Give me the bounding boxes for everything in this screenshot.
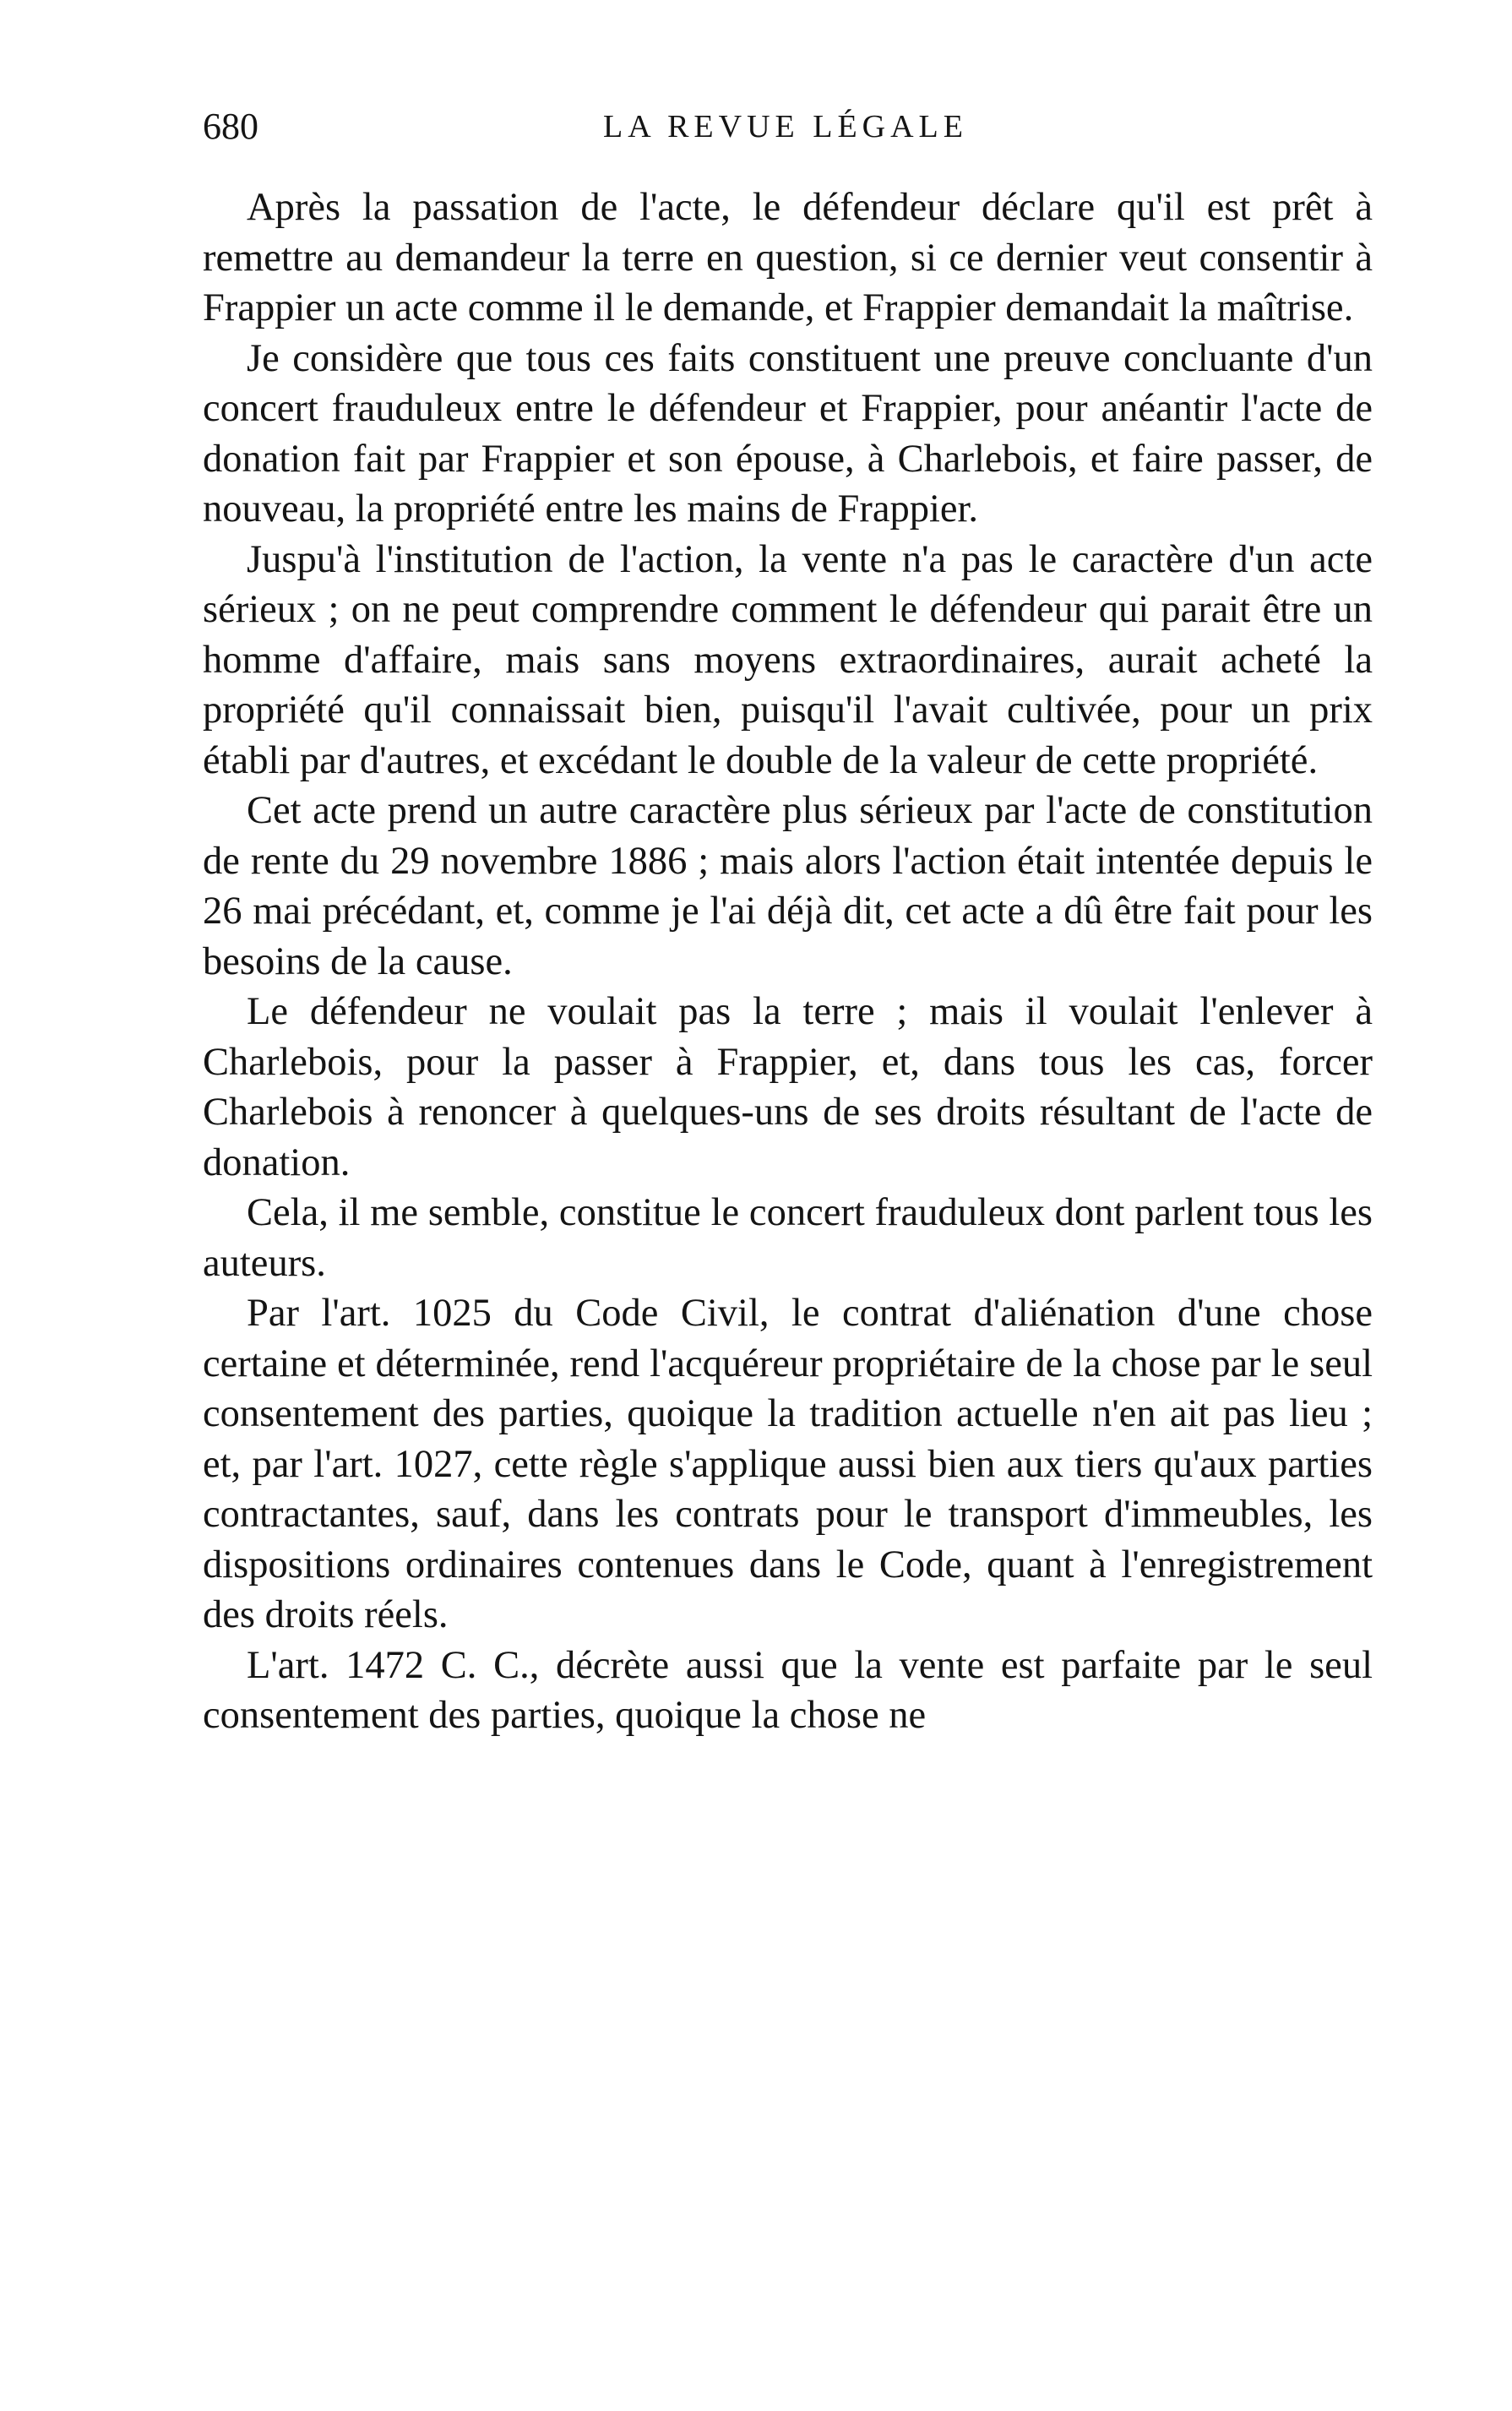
paragraph-7: Par l'art. 1025 du Code Civil, le contrat d'aliénation d'une chose certaine et déterminée, rend l'acquéreur propriétaire de la chose par le seul consentement des parties, quoique la tradition actuelle n'en ait pas lieu ; et, par l'art. 1027, cette règle s'applique aussi bien aux tiers qu'aux parties contractantes, sauf, dans les contrats pour le transport d'immeubles, les dispositions ordinaires contenues dans le Code, quant à l'enregistrement des droits réels.	[203, 1292, 1373, 1636]
paragraph-5: Le défendeur ne voulait pas la terre ; mais il voulait l'enlever à Charlebois, pour la passer à Frappier, et, dans tous les cas, forcer Charlebois à renoncer à quelques-uns de ses droits résultant de l'acte de donation.	[203, 990, 1373, 1184]
paragraph-2: Je considère que tous ces faits constituent une preuve concluante d'un concert frauduleux entre le défendeur et Frappier, pour anéantir l'acte de donation fait par Frappier et son épouse, à Charlebois, et faire passer, de nouveau, la propriété entre les mains de Frappier.	[203, 336, 1373, 531]
paragraph-3: Juspu'à l'institution de l'action, la vente n'a pas le caractère d'un acte sérieux ; on ne peut comprendre comment le défendeur qui parait être un homme d'affaire, mais sans moyens extraordinaires, aurait acheté la propriété qu'il connaissait bien, puisqu'il l'avait cultivée, pour un prix établi par d'autres, et excédant le double de la valeur de cette propriété.	[203, 537, 1373, 782]
paragraph-1: Après la passation de l'acte, le défendeur déclare qu'il est prêt à remettre au demandeur la terre en question, si ce dernier veut consentir à Frappier un acte comme il le demande, et Frappier demandait la maîtrise.	[203, 186, 1373, 329]
paragraph-8: L'art. 1472 C. C., décrète aussi que la vente est parfaite par le seul consentement des parties, quoique la chose ne	[203, 1643, 1373, 1737]
body-text	[203, 182, 1373, 1741]
running-head	[203, 101, 1368, 152]
journal-title: LA REVUE LÉGALE	[603, 109, 968, 144]
paragraph-6: Cela, il me semble, constitue le concert frauduleux dont parlent tous les auteurs.	[203, 1191, 1373, 1285]
page-number: 680	[203, 106, 258, 147]
paragraph-4: Cet acte prend un autre caractère plus sérieux par l'acte de constitution de rente du 29 novembre 1886 ; mais alors l'action était intentée depuis le 26 mai précédant, et, comme je l'ai déjà dit, cet acte a dû être fait pour les besoins de la cause.	[203, 789, 1373, 983]
